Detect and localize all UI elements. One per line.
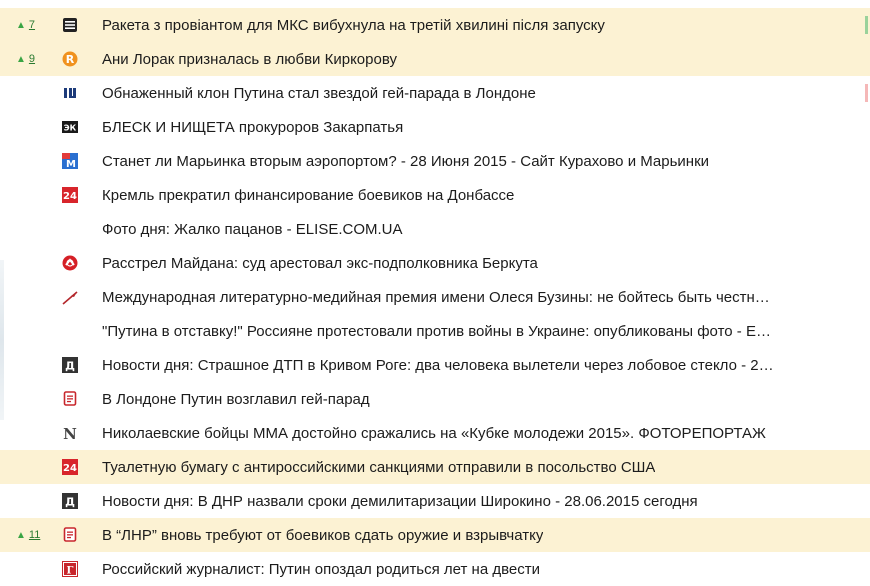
svg-text:Д: Д <box>65 359 75 373</box>
news-headline-link[interactable]: Новости дня: Страшное ДТП в Кривом Роге: два человека вылетели через лобовое стекло - 2… <box>102 356 774 374</box>
news-row <box>0 382 870 416</box>
list-icon <box>62 17 78 33</box>
news-row <box>0 280 870 314</box>
news-row <box>0 8 870 42</box>
side-indicator <box>865 84 868 102</box>
news-row <box>0 518 870 552</box>
rank-number-link[interactable]: 7 <box>28 19 36 31</box>
news-row <box>0 76 870 110</box>
svg-text:N: N <box>63 425 77 441</box>
news-headline-link[interactable]: Российский журналист: Путин опоздал родиться лет на двести <box>102 560 540 578</box>
svg-text:ЭК: ЭК <box>63 123 77 133</box>
ek-icon <box>62 119 78 135</box>
side-indicator <box>865 16 868 34</box>
news-row <box>0 314 870 348</box>
news-row <box>0 212 870 246</box>
news-headline-link[interactable]: В “ЛНР” вновь требуют от боевиков сдать оружие и взрывчатку <box>102 526 544 544</box>
news-row <box>0 246 870 280</box>
news-row <box>0 178 870 212</box>
news-headline-link[interactable]: БЛЕСК И НИЩЕТА прокуроров Закарпатья <box>102 118 404 136</box>
news-headline-link[interactable]: В Лондоне Путин возглавил гей-парад <box>102 390 370 408</box>
news-row <box>0 450 870 484</box>
news-row <box>0 42 870 76</box>
news-headline-link[interactable]: Международная литературно-медийная премия имени Олеся Бузины: не бойтесь быть честн… <box>102 288 770 306</box>
news-headline-link[interactable]: Фото дня: Жалко пацанов - ELISE.COM.UA <box>102 220 403 238</box>
trend-up-icon: ▲ <box>16 529 26 541</box>
rank-change <box>0 19 62 31</box>
source-icon-empty <box>62 221 78 237</box>
source-icon-empty <box>62 323 78 339</box>
news-headline-link[interactable]: Ани Лорак призналась в любви Киркорову <box>102 50 397 68</box>
n-icon <box>62 425 78 441</box>
news-headline-link[interactable]: Туалетную бумагу с антироссийскими санкциями отправили в посольство США <box>102 458 656 476</box>
svg-text:Г: Г <box>66 565 74 577</box>
svg-text:R: R <box>65 53 75 66</box>
news-row <box>0 416 870 450</box>
doc-red-icon <box>62 527 78 543</box>
trend-up-icon: ▲ <box>16 53 26 65</box>
news-row <box>0 552 870 586</box>
red-circle-icon <box>62 255 78 271</box>
rank-change <box>0 529 62 541</box>
news-row <box>0 484 870 518</box>
news-list <box>0 8 870 586</box>
m-blue-icon <box>62 153 78 169</box>
svg-text:24: 24 <box>63 463 77 474</box>
rank-change <box>0 53 62 65</box>
quill-icon <box>62 289 78 305</box>
r-orange-icon <box>62 51 78 67</box>
news-headline-link[interactable]: Станет ли Марьинка вторым аэропортом? - 28 Июня 2015 - Сайт Курахово и Марьинки <box>102 152 710 170</box>
trend-up-icon: ▲ <box>16 19 26 31</box>
news-headline-link[interactable]: Николаевские бойцы ММА достойно сражались на «Кубке молодежи 2015». ФОТОРЕПОРТАЖ <box>102 424 766 442</box>
rank-number-link[interactable]: 9 <box>28 53 36 65</box>
news-headline-link[interactable]: Ракета з провіантом для МКС вибухнула на третій хвилині після запуску <box>102 16 605 34</box>
svg-text:24: 24 <box>63 191 77 202</box>
news-headline-link[interactable]: "Путина в отставку!" Россияне протестовали против войны в Украине: опубликованы фото - Е… <box>102 322 771 340</box>
24-red-icon <box>62 187 78 203</box>
svg-text:M: M <box>66 159 76 169</box>
news-row <box>0 110 870 144</box>
news-headline-link[interactable]: Кремль прекратил финансирование боевиков на Донбассе <box>102 186 515 204</box>
g-red-icon <box>62 561 78 577</box>
news-headline-link[interactable]: Расстрел Майдана: суд арестовал экс-подполковника Беркута <box>102 254 538 272</box>
iu-icon <box>62 85 78 101</box>
news-headline-link[interactable]: Новости дня: В ДНР назвали сроки демилитаризации Широкино - 28.06.2015 сегодня <box>102 492 698 510</box>
news-headline-link[interactable]: Обнаженный клон Путина стал звездой гей-парада в Лондоне <box>102 84 536 102</box>
svg-text:Д: Д <box>65 495 75 509</box>
d-icon <box>62 357 78 373</box>
news-row <box>0 348 870 382</box>
rank-number-link[interactable]: 11 <box>28 529 41 541</box>
d-icon <box>62 493 78 509</box>
doc-red-icon <box>62 391 78 407</box>
24-red-icon <box>62 459 78 475</box>
news-row <box>0 144 870 178</box>
